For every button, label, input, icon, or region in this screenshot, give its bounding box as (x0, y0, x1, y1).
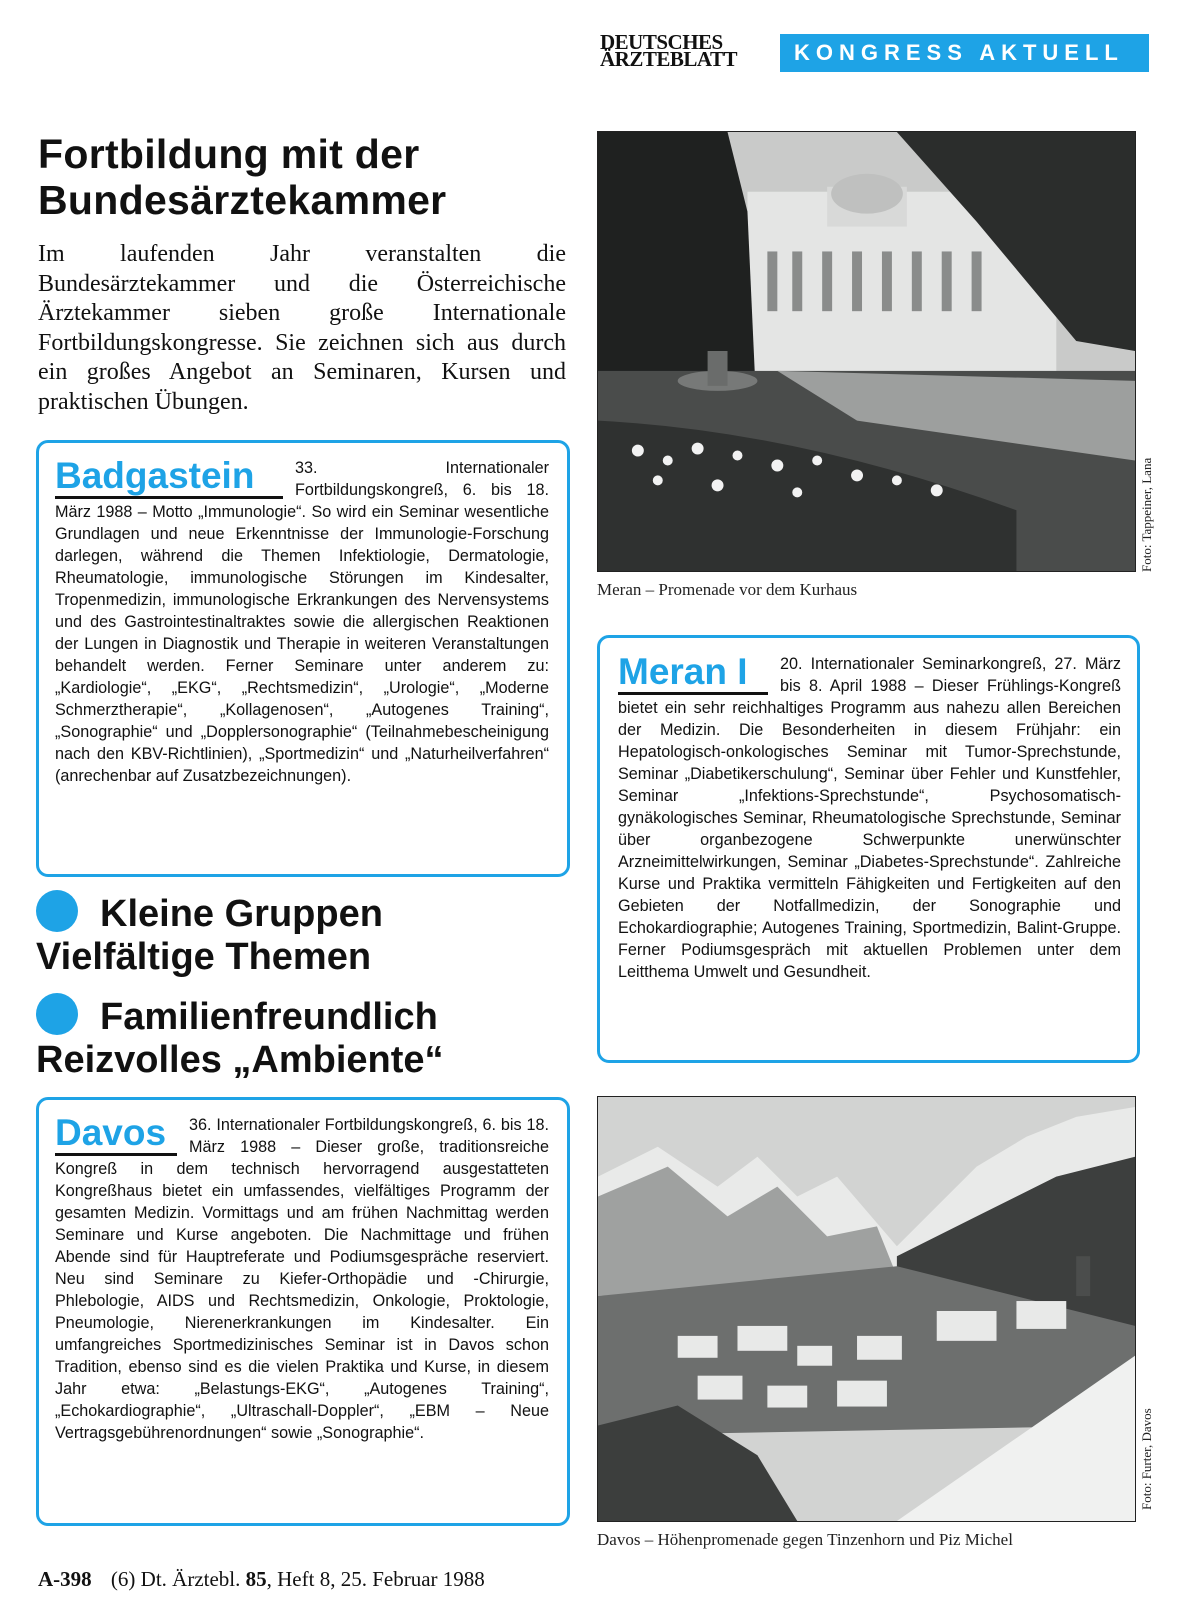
masthead (600, 30, 1150, 74)
davos-body (55, 1114, 549, 1444)
citation-prefix: (6) Dt. Ärztebl. (110, 1567, 241, 1591)
badgastein-box (36, 440, 570, 877)
volume-number: 85 (245, 1567, 267, 1591)
logo-line-2: ÄRZTEBLATT (600, 47, 737, 71)
davos-box (36, 1097, 570, 1526)
logo-line-1: DEUTSCHES (600, 30, 723, 54)
bullet-dot-icon (36, 890, 78, 932)
davos-photo-caption: Davos – Höhenpromenade gegen Tinzenhorn und Piz Michel (597, 1530, 1013, 1549)
davos-city-title: Davos (55, 1114, 177, 1156)
bullet-line-2: Vielfältige Themen (36, 936, 372, 978)
highlight-bullets (36, 890, 581, 1096)
meran-photo-illustration (598, 132, 1135, 571)
davos-photo-credit: Foto: Furter, Davos (1139, 1408, 1154, 1510)
meran-box (597, 635, 1140, 1063)
page-number: A-398 (38, 1567, 92, 1591)
bullet-line-1: Kleine Gruppen (100, 893, 383, 935)
meran-photo-credit: Foto: Tappeiner, Lana (1139, 457, 1154, 572)
section-banner: KONGRESS AKTUELL (780, 34, 1149, 72)
davos-photo-illustration (598, 1097, 1135, 1521)
bullet-line-1: Familienfreundlich (100, 996, 438, 1038)
bullet-item (36, 890, 581, 979)
bullet-item (36, 993, 581, 1082)
badgastein-city-title: Badgastein (55, 457, 283, 499)
article-headline (38, 131, 578, 223)
meran-photo-caption: Meran – Promenade vor dem Kurhaus (597, 580, 858, 599)
publication-logo (600, 30, 768, 72)
headline-line-2: Bundesärztekammer (38, 177, 447, 223)
lead-paragraph: Im laufenden Jahr veranstalten die Bundesärztekammer und die Österreichische Ärztekammer sieben große Internationale Fortbildungskongresse. Sie zeichnen sich aus durch ein großes Angebot an Seminaren, Kursen und praktischen Übungen. (38, 241, 566, 415)
bullet-dot-icon (36, 993, 78, 1035)
davos-panorama-photo (597, 1096, 1136, 1522)
meran-text: 20. Internationaler Seminarkongreß, 27. März bis 8. April 1988 – Dieser Frühlings-Kongreß bietet ein sehr reichhaltiges Programm aus nahezu allen Bereichen der Medizin. Die Besonderheiten in diesem Frühjahr: ein Hepatologisch-onkologisches Seminar mit Tumor-Sprechstunde, Seminar „Diabetikerschulung“, Seminar über Fehler und Kunstfehler, Seminar „Infektions-Sprechstunde“, Psychosomatisch-gynäkologisches Seminar, Rheumatologische Sprechstunde, Seminar über organbezogene Schwerpunkte unerwünschter Arzneimittelwirkungen, Seminar „Diabetes-Sprechstunde“. Zahlreiche Kurse und Praktika vermitteln Fähigkeiten und Fertigkeiten auf den Gebieten der Notfallmedizin, der Sonographie und Echokardiographie; Autogenes Training, Sportmedizin, Balint-Gruppe. Ferner Podiumsgespräch mit aktuellen Problemen unter dem Leitthema Umwelt und Gesundheit. (618, 655, 1121, 981)
meran-city-title: Meran I (618, 653, 768, 695)
meran-kurhaus-photo (597, 131, 1136, 572)
meran-body (618, 653, 1121, 983)
badgastein-body (55, 457, 549, 787)
badgastein-text: 33. Internationaler Fortbildungskongreß, 6. bis 18. März 1988 – Motto „Immunologie“. So wird ein Seminar wesentliche Grundlagen und neue Erkenntnisse der Immunologie-Forschung darlegen, während die Themen Infektiologie, Dermatologie, Rheumatologie, immunologische Störungen im Kindesalter, Tropenmedizin, immunologische Erkrankungen des Nervensystems und des Gastrointestinaltraktes sowie die allergischen Reaktionen der Lungen in Diagnostik und Therapie in weiteren Veranstaltungen behandelt werden. Ferner Seminare unter anderem zu: „Kardiologie“, „EKG“, „Rechtsmedizin“, „Urologie“, „Moderne Schmerztherapie“, „Kollagenosen“, „Autogenes Training“, „Sonographie“ und „Dopplersonographie“ (Teilnahmebescheinigung nach den KBV-Richtlinien), „Sportmedizin“ und „Naturheilverfahren“ (anrechenbar auf Zusatzbezeichnungen). (55, 459, 549, 785)
davos-text: 36. Internationaler Fortbildungskongreß, 6. bis 18. März 1988 – Dieser große, traditionsreiche Kongreß in dem technisch hervorragend ausgestatteten Kongreßhaus bietet ein umfassendes, vielfältiges Programm der gesamten Medizin. Vormittags und am frühen Nachmittag werden Seminare und Kurse angeboten. Die Nachmittage und frühen Abende sind für Hauptreferate und Podiumsgespräche reserviert. Neu sind Seminare zu Kiefer-Orthopädie und -Chirurgie, Phlebologie, AIDS und Rechtsmedizin, Onkologie, Proktologie, Pneumologie, Nierenerkrankungen im Kindesalter. Ein umfangreiches Sportmedizinisches Seminar ist in Davos schon Tradition, ebenso sind es die vielen Praktika und Kurse, in diesem Jahr etwa: „Belastungs-EKG“, „Autogenes Training“, „Echokardiographie“, „Ultraschall-Doppler“, „EBM – Neue Vertragsgebührenordnungen“ sowie „Sonographie“. (55, 1116, 549, 1442)
page-footer (38, 1567, 485, 1592)
bullet-line-2: Reizvolles „Ambiente“ (36, 1039, 444, 1081)
citation-suffix: , Heft 8, 25. Februar 1988 (266, 1567, 485, 1591)
headline-line-1: Fortbildung mit der (38, 131, 420, 177)
